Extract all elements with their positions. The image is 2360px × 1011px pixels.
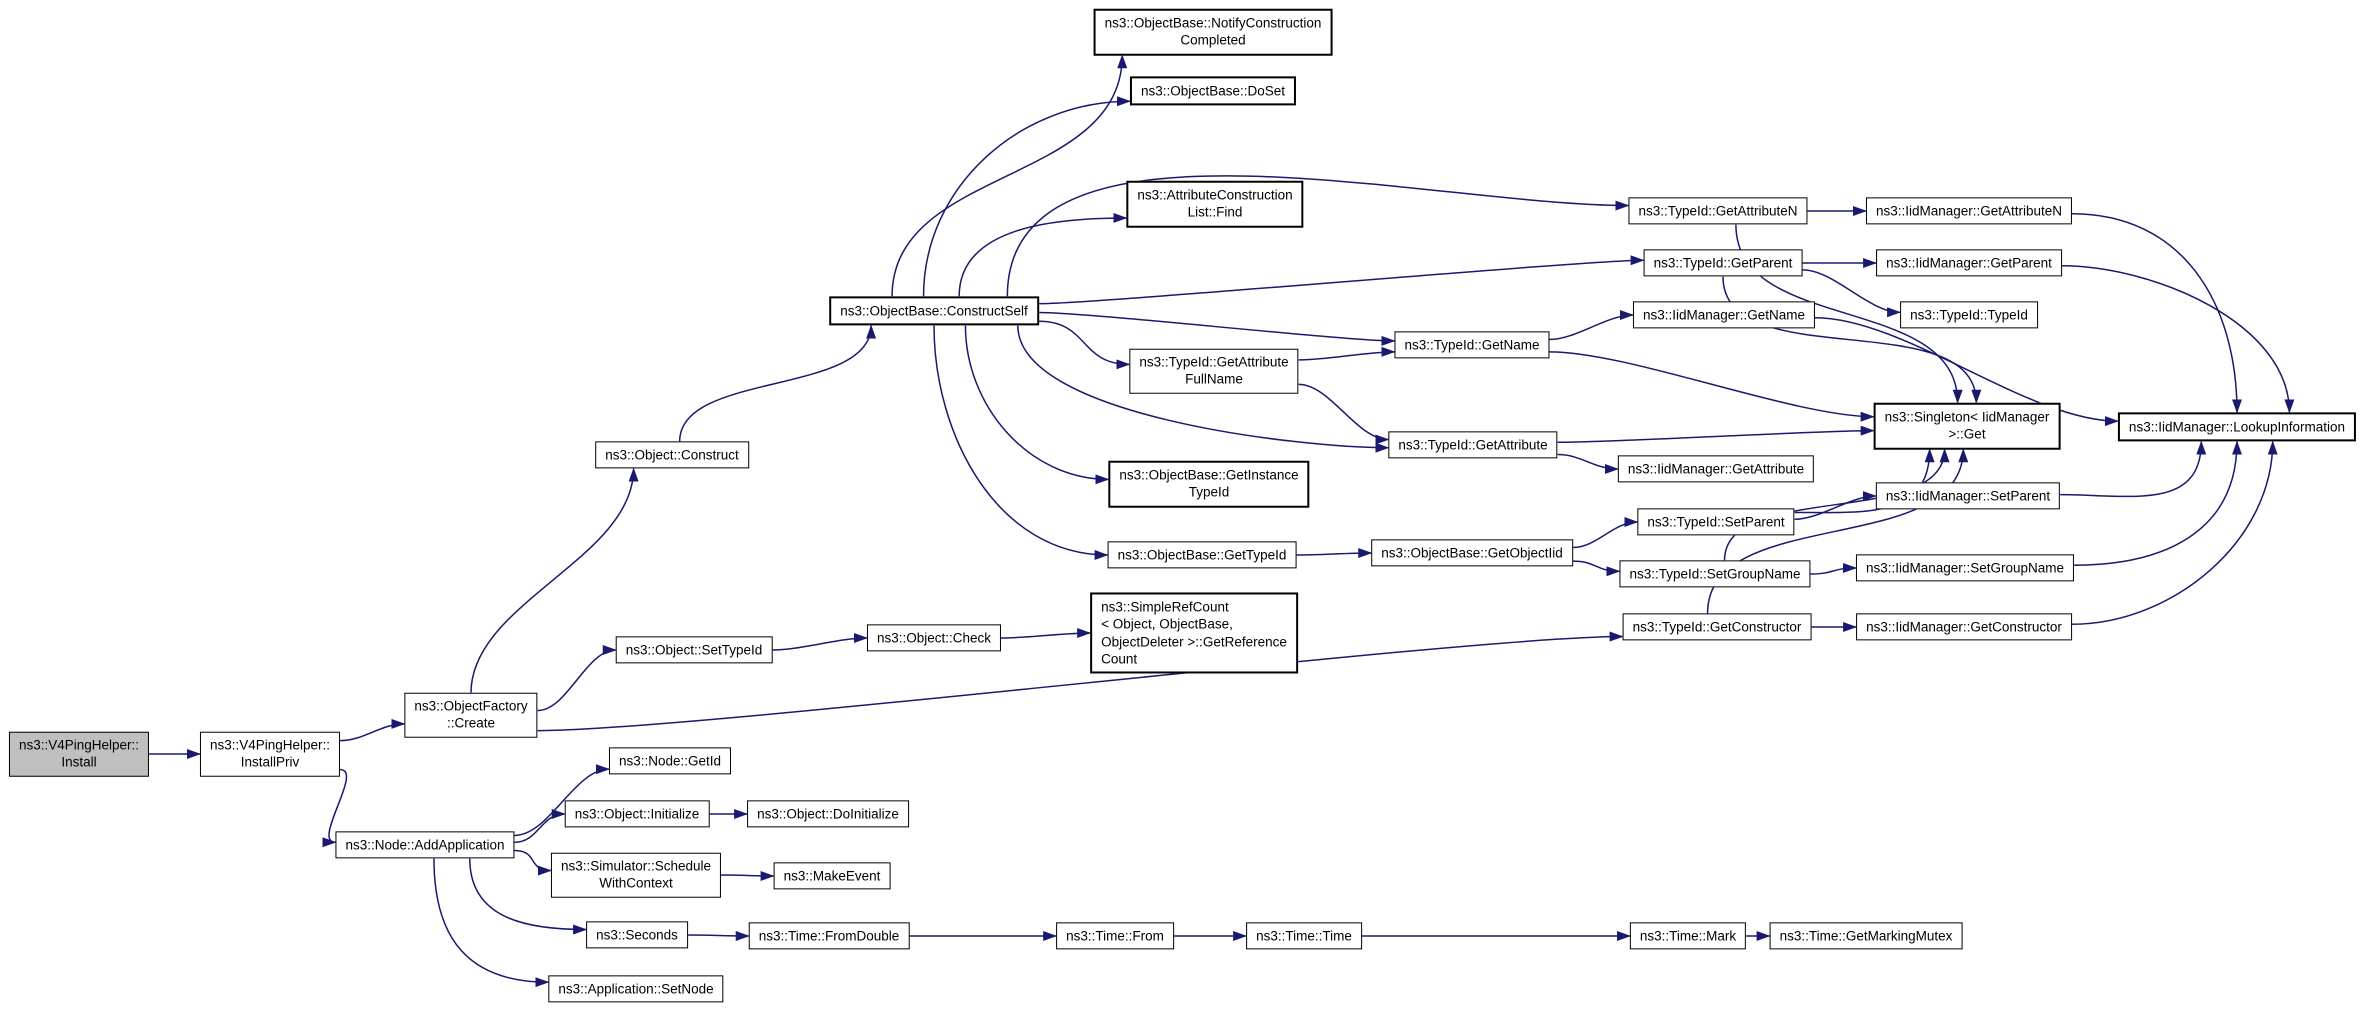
- graph-node-label: ns3::TypeId::TypeId: [1910, 307, 2028, 323]
- graph-node-label: ns3::Time::Time: [1256, 928, 1352, 944]
- graph-node-simplerefcount[interactable]: [1090, 592, 1298, 673]
- graph-node-label: ns3::Time::Mark: [1639, 928, 1737, 944]
- graph-node-typeid_setparent[interactable]: [1637, 508, 1794, 535]
- graph-node-iid_getattributen[interactable]: [1866, 197, 2072, 224]
- graph-node-iid_getconstructor[interactable]: [1856, 613, 2072, 640]
- graph-node-aclfind[interactable]: [1126, 181, 1303, 228]
- graph-node-label: ObjectDeleter >::GetReference: [1101, 634, 1287, 649]
- graph-node-label: ns3::Object::DoInitialize: [757, 806, 899, 822]
- graph-node-obj_doinitialize[interactable]: [747, 800, 909, 827]
- graph-node-typeid_getattributen[interactable]: [1628, 197, 1807, 224]
- graph-node-label: ns3::V4PingHelper::: [18, 737, 140, 753]
- graph-node-iid_getname[interactable]: [1633, 301, 1815, 328]
- graph-node-typeid_getconstructor[interactable]: [1623, 613, 1812, 640]
- graph-node-makeevent[interactable]: [774, 862, 891, 889]
- graph-node-constructself[interactable]: [829, 296, 1039, 325]
- graph-node-label: ns3::TypeId::GetName: [1404, 337, 1540, 353]
- graph-node-label: ::Create: [446, 716, 496, 731]
- graph-node-label: ns3::Time::FromDouble: [758, 928, 900, 944]
- graph-node-label: ns3::Node::GetId: [618, 753, 722, 769]
- graph-node-time_time[interactable]: [1246, 922, 1362, 949]
- graph-node-doset[interactable]: [1130, 76, 1296, 105]
- graph-node-label: ns3::ObjectBase::GetObjectIid: [1381, 545, 1563, 561]
- graph-node-label: Completed: [1180, 33, 1246, 48]
- graph-node-typeid_getparent[interactable]: [1644, 249, 1803, 276]
- graph-node-label: ns3::SimpleRefCount: [1101, 599, 1229, 615]
- graph-node-objconstruct[interactable]: [595, 441, 749, 468]
- graph-node-iid_setgroupname[interactable]: [1856, 554, 2074, 581]
- graph-node-iid_setparent[interactable]: [1876, 482, 2060, 509]
- graph-node-getobjectiid[interactable]: [1371, 539, 1573, 566]
- graph-node-label: ns3::TypeId::GetParent: [1653, 255, 1793, 271]
- graph-node-getmarkingmutex[interactable]: [1770, 922, 1963, 949]
- graph-node-sched[interactable]: [551, 853, 721, 898]
- graph-node-label: ns3::IidManager::SetParent: [1885, 488, 2051, 504]
- graph-node-label: ns3::Simulator::Schedule: [560, 858, 712, 874]
- graph-node-label: ns3::TypeId::GetConstructor: [1632, 619, 1802, 635]
- graph-node-label: Install: [61, 755, 97, 770]
- graph-node-setnode[interactable]: [548, 975, 723, 1002]
- graph-node-label: ns3::Object::SetTypeId: [625, 642, 763, 658]
- graph-node-label: ns3::Time::From: [1066, 928, 1164, 944]
- graph-node-typeid_typeid[interactable]: [1900, 301, 2038, 328]
- graph-node-label: ns3::ObjectBase::GetTypeId: [1117, 547, 1287, 563]
- graph-node-installpriv[interactable]: [200, 732, 340, 777]
- graph-node-label: ns3::TypeId::GetAttribute: [1139, 354, 1289, 370]
- graph-node-label: ns3::TypeId::SetGroupName: [1629, 566, 1801, 582]
- graph-node-label: ns3::AttributeConstruction: [1137, 187, 1293, 203]
- graph-node-label: ns3::MakeEvent: [783, 868, 881, 884]
- graph-node-notifycc[interactable]: [1094, 9, 1333, 56]
- graph-node-seconds[interactable]: [586, 921, 688, 948]
- graph-node-obgettypeid[interactable]: [1108, 541, 1297, 568]
- graph-node-label: InstallPriv: [240, 755, 300, 770]
- graph-node-typeid_getname[interactable]: [1394, 331, 1549, 358]
- graph-node-label: List::Find: [1187, 205, 1243, 220]
- graph-node-label: ns3::IidManager::LookupInformation: [2128, 419, 2346, 435]
- graph-node-label: ns3::Node::AddApplication: [345, 837, 505, 853]
- graph-node-fromdouble[interactable]: [749, 922, 910, 949]
- graph-node-label: ns3::Singleton< IidManager: [1884, 409, 2050, 425]
- graph-node-label: ns3::IidManager::GetConstructor: [1866, 619, 2062, 635]
- graph-node-label: >::Get: [1948, 427, 1986, 442]
- graph-node-label: WithContext: [599, 876, 673, 891]
- graph-node-typeid_setgroupname[interactable]: [1619, 560, 1810, 587]
- graph-node-label: ns3::IidManager::GetName: [1642, 307, 1806, 323]
- graph-node-time_from[interactable]: [1056, 922, 1174, 949]
- graph-node-label: ns3::Time::GetMarkingMutex: [1779, 928, 1953, 944]
- graph-node-settypeid[interactable]: [616, 636, 773, 663]
- graph-node-label: Count: [1101, 651, 1138, 667]
- graph-node-label: FullName: [1185, 372, 1243, 387]
- graph-node-label: ns3::IidManager::GetParent: [1886, 255, 2052, 271]
- graph-node-label: ns3::ObjectBase::DoSet: [1140, 83, 1286, 99]
- graph-node-lookupinformation[interactable]: [2118, 412, 2356, 441]
- graph-node-label: ns3::Object::Construct: [605, 447, 739, 463]
- graph-node-create[interactable]: [404, 693, 537, 738]
- graph-node-time_mark[interactable]: [1630, 922, 1746, 949]
- graph-node-label: ns3::Object::Check: [876, 630, 992, 646]
- graph-node-label: ns3::ObjectFactory: [414, 698, 528, 714]
- graph-node-node_getid[interactable]: [609, 747, 731, 774]
- graph-node-getattrfullname[interactable]: [1129, 349, 1298, 394]
- graph-node-label: ns3::V4PingHelper::: [209, 737, 331, 753]
- graph-node-label: ns3::TypeId::GetAttributeN: [1638, 203, 1798, 219]
- graph-node-label: ns3::TypeId::SetParent: [1647, 514, 1785, 530]
- graph-node-singleton_get[interactable]: [1874, 403, 2061, 450]
- graph-node-addapplication[interactable]: [335, 831, 514, 858]
- graph-node-label: < Object, ObjectBase,: [1101, 616, 1233, 632]
- graph-node-iid_getattribute[interactable]: [1618, 455, 1814, 482]
- graph-node-label: ns3::Application::SetNode: [558, 981, 714, 997]
- graph-node-label: ns3::ObjectBase::ConstructSelf: [840, 303, 1028, 319]
- graph-node-label: TypeId: [1188, 485, 1230, 500]
- graph-node-obj_initialize[interactable]: [565, 800, 710, 827]
- graph-node-label: ns3::ObjectBase::NotifyConstruction: [1104, 15, 1322, 31]
- graph-node-typeid_getattribute[interactable]: [1388, 431, 1557, 458]
- graph-node-check[interactable]: [867, 624, 1001, 651]
- graph-node-label: ns3::Seconds: [596, 927, 678, 943]
- graph-node-install: [9, 732, 149, 777]
- graph-node-label: ns3::IidManager::SetGroupName: [1865, 560, 2065, 576]
- graph-node-getinstancetypeid[interactable]: [1108, 461, 1309, 508]
- graph-node-label: ns3::ObjectBase::GetInstance: [1119, 467, 1299, 483]
- graph-node-iid_getparent[interactable]: [1876, 249, 2062, 276]
- graph-node-label: ns3::IidManager::GetAttributeN: [1875, 203, 2063, 219]
- graph-node-label: ns3::Object::Initialize: [574, 806, 700, 822]
- graph-node-label: ns3::TypeId::GetAttribute: [1398, 437, 1548, 453]
- graph-node-label: ns3::IidManager::GetAttribute: [1627, 461, 1805, 477]
